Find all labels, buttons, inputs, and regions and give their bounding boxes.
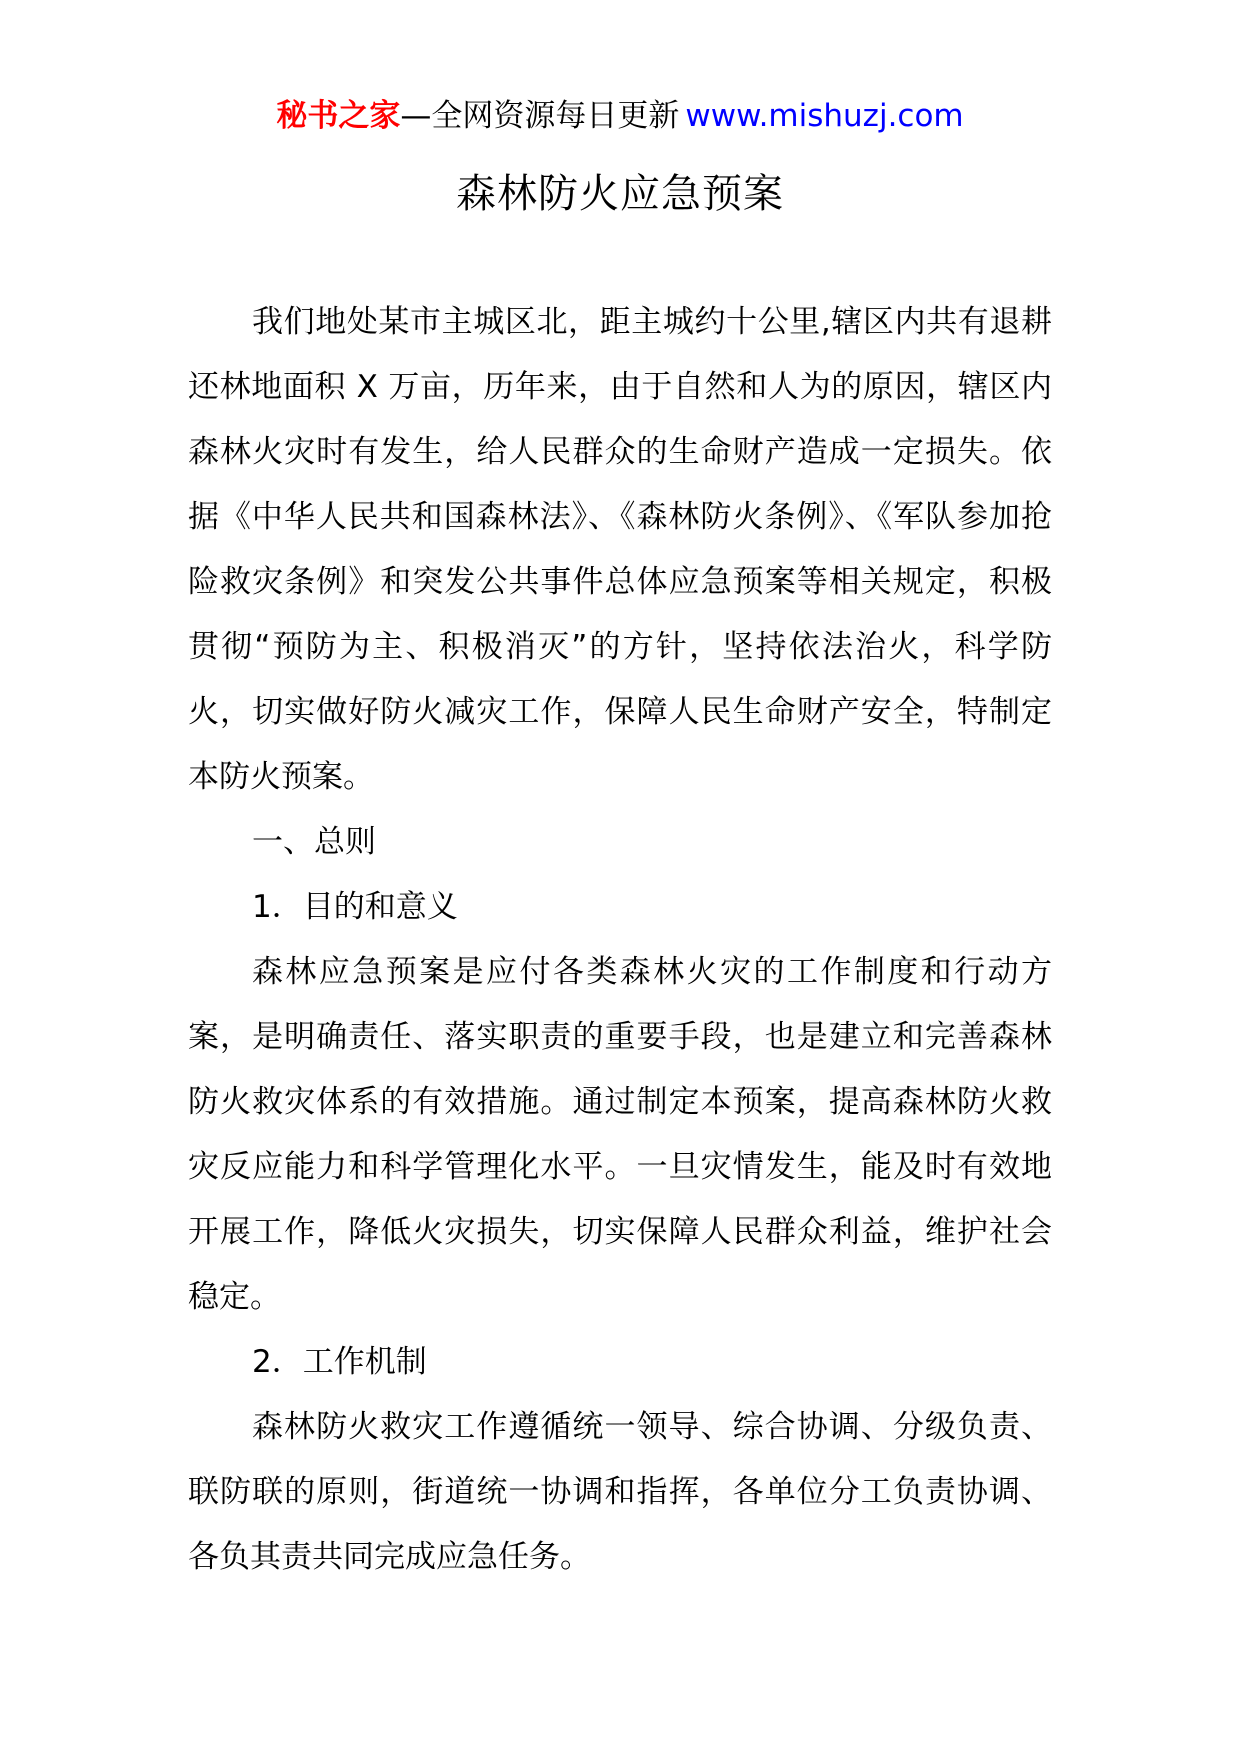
mechanism-paragraph: 森林防火救灾工作遵循统一领导、综合协调、分级负责、联防联的原则，街道统一协调和指挥，各单位分工负责协调、各负其责共同完成应急任务。 xyxy=(188,1409,1052,1575)
site-url-link[interactable]: www.mishuzj.com xyxy=(685,98,964,134)
subsection-heading-purpose: 1．目的和意义 xyxy=(252,889,458,925)
brand-name: 秘书之家 xyxy=(276,98,401,134)
subsection-heading-mechanism: 2．工作机制 xyxy=(252,1344,427,1380)
intro-paragraph: 我们地处某市主城区北，距主城约十公里,辖区内共有退耕还林地面积 X 万亩，历年来，由于自然和人为的原因，辖区内森林火灾时有发生，给人民群众的生命财产造成一定损失。依据《中华人民共和国森林法》、《森林防火条例》、《军队参加抢险救灾条例》和突发公共事件总体应急预案等相关规定，积极贯彻“预防为主、积极消灭”的方针，坚持依法治火，科学防火，切实做好防火减灾工作，保障人民生命财产安全，特制定本防火预案。 xyxy=(188,304,1052,795)
site-header xyxy=(0,96,1240,136)
document-body xyxy=(188,290,1052,1590)
document-title: 森林防火应急预案 xyxy=(456,171,784,217)
section-heading-general: 一、总则 xyxy=(252,824,376,860)
purpose-paragraph: 森林应急预案是应付各类森林火灾的工作制度和行动方案，是明确责任、落实职责的重要手段，也是建立和完善森林防火救灾体系的有效措施。通过制定本预案，提高森林防火救灾反应能力和科学管理化水平。一旦灾情发生，能及时有效地开展工作，降低火灾损失，切实保障人民群众利益，维护社会稳定。 xyxy=(188,954,1052,1315)
header-slogan: —全网资源每日更新 xyxy=(400,98,680,134)
